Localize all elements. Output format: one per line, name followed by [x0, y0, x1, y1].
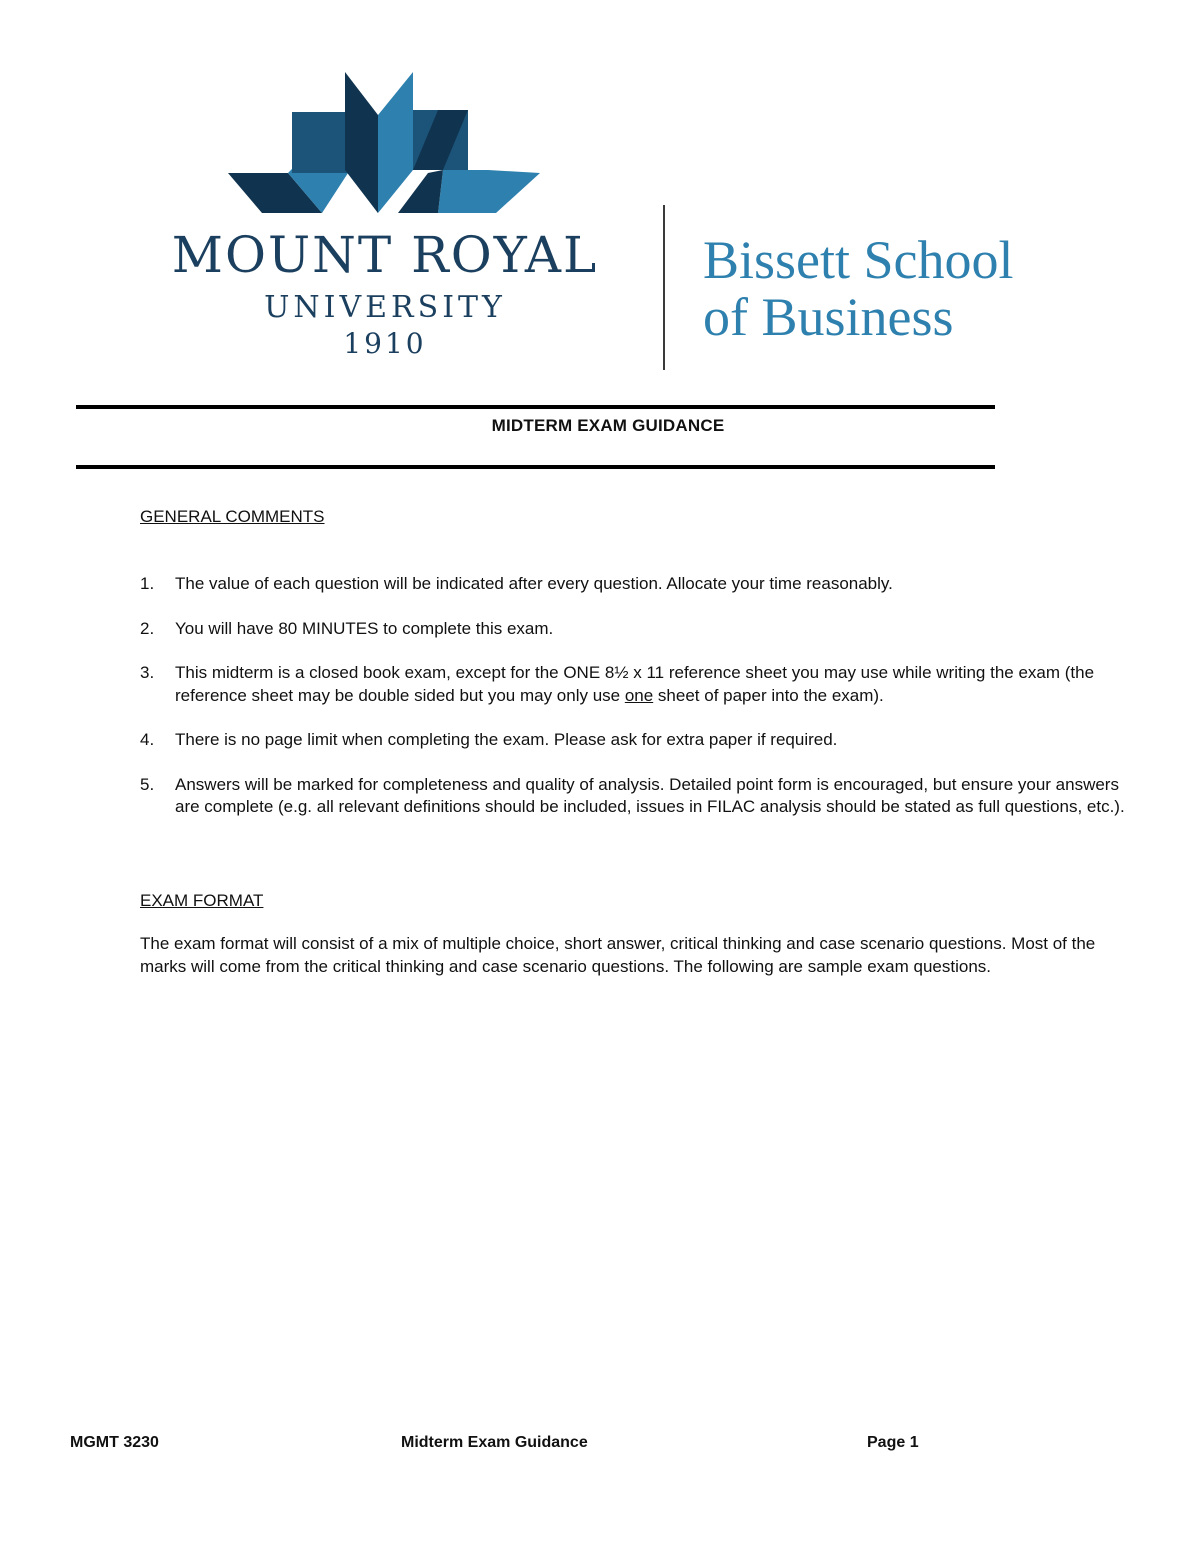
school-name-line2: of Business [703, 287, 954, 347]
list-item-number: 4. [140, 730, 155, 749]
list-item [140, 774, 1130, 819]
exam-format-heading: EXAM FORMAT [140, 891, 264, 910]
exam-format-text: The exam format will consist of a mix of multiple choice, short answer, critical thinking and case scenario questions. Most of the marks will come from the critical thinking and case scenario questions. The following are sample exam questions. [140, 934, 1096, 976]
mount-royal-emblem-icon [228, 70, 548, 220]
list-item-number: 2. [140, 618, 155, 638]
logo-divider [663, 205, 665, 370]
university-logo [130, 60, 1070, 380]
list-item [140, 618, 1130, 641]
list-item-text-part: sheet of paper into the exam). [653, 685, 884, 705]
footer-course: MGMT 3230 [70, 1434, 159, 1451]
list-item-number: 5. [140, 774, 155, 794]
list-item-text [175, 663, 1094, 705]
emblem-petal [345, 72, 378, 213]
list-item-text-part: This midterm is a closed book exam, except for the ONE 8½ x 11 reference sheet you may use while writing the exam (the reference sheet may be double sided but you may only use [175, 663, 1095, 705]
list-item [140, 729, 1130, 752]
list-item-text: Answers will be marked for completeness and quality of analysis. Detailed point form is encouraged, but ensure your answers are complete (e.g. all relevant definitions should be included, issues in FILAC analysis should be stated as full questions, etc.). [175, 774, 1125, 816]
document-title: MIDTERM EXAM GUIDANCE [491, 416, 725, 435]
list-item-number: 1. [140, 574, 155, 593]
emphasis-one: one [624, 685, 654, 705]
school-name-line1: Bissett School [703, 230, 1014, 290]
university-name: MOUNT ROYAL [171, 226, 599, 284]
university-subtitle: UNIVERSITY [264, 290, 506, 325]
general-comments-list [140, 573, 1130, 841]
title-rule-bottom [76, 465, 995, 469]
list-item-number: 3. [140, 663, 155, 682]
emblem-petal [292, 112, 348, 173]
title-rule-top [76, 405, 995, 409]
general-comments-heading: GENERAL COMMENTS [140, 507, 325, 526]
list-item [140, 573, 1130, 596]
list-item-text: The value of each question will be indicated after every question. Allocate your time reasonably. [175, 574, 893, 593]
school-name [703, 232, 1014, 346]
list-item-text: There is no page limit when completing the exam. Please ask for extra paper if required. [175, 730, 838, 749]
list-item [140, 662, 1130, 707]
emblem-petal [438, 170, 540, 213]
footer-title: Midterm Exam Guidance [401, 1434, 588, 1451]
emblem-petal [378, 72, 413, 213]
university-year: 1910 [343, 327, 427, 360]
footer-page-number: Page 1 [867, 1434, 919, 1451]
list-item-text: You will have 80 MINUTES to complete this exam. [175, 618, 554, 638]
